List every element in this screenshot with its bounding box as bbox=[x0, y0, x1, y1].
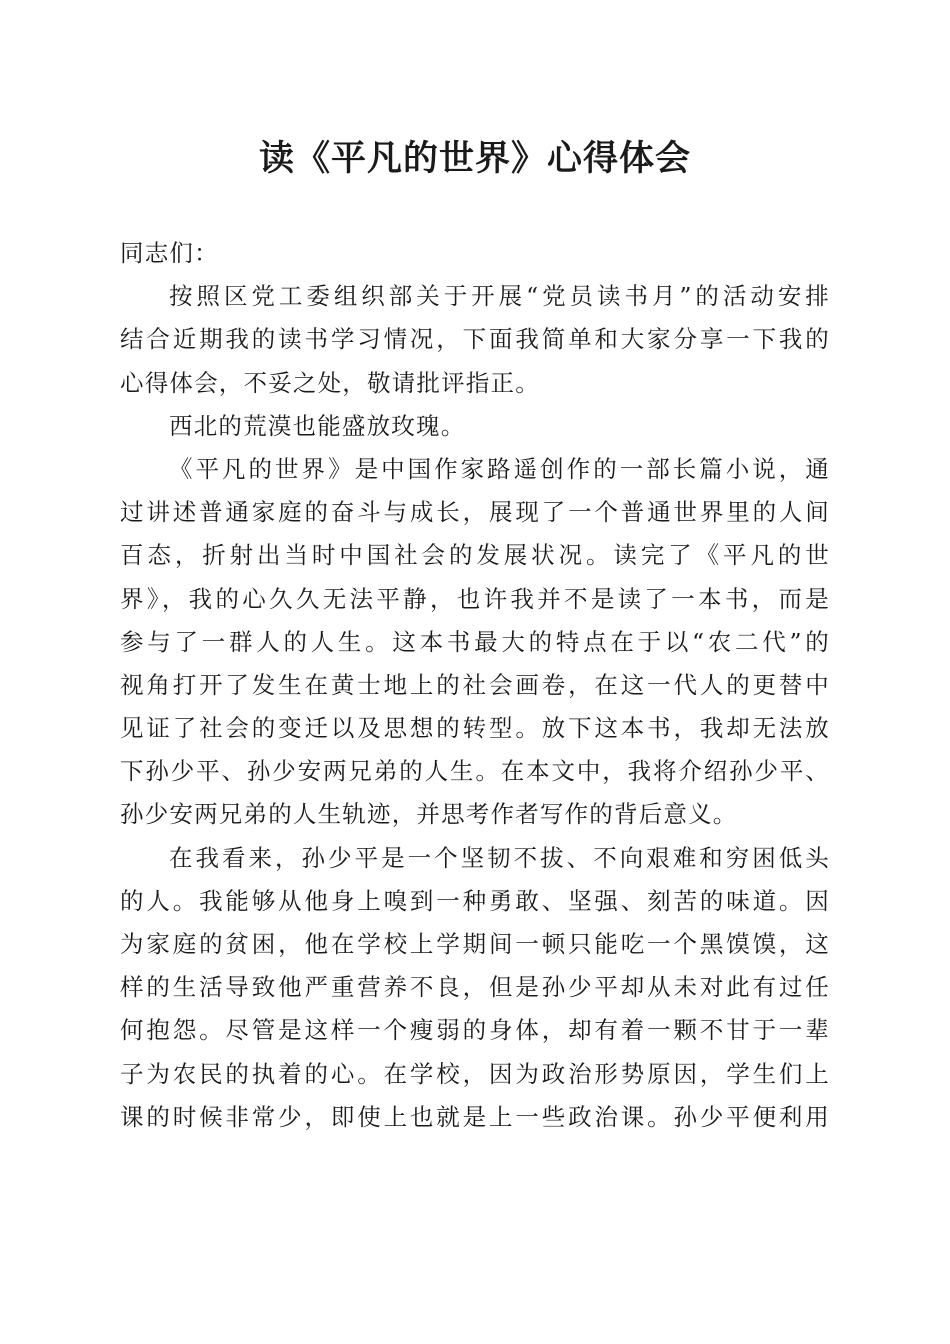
paragraph-line: 下孙少平、孙少安两兄弟的人生。在本文中，我将介绍孙少平、 bbox=[120, 757, 830, 786]
document-body bbox=[120, 232, 830, 1139]
salutation: 同志们： bbox=[120, 239, 219, 267]
paragraph-line: 何抱怨。尽管是这样一个瘦弱的身体，却有着一颗不甘于一辈 bbox=[120, 1016, 830, 1045]
paragraph-line: 结合近期我的读书学习情况，下面我简单和大家分享一下我的 bbox=[120, 325, 830, 354]
paragraph-line: 参与了一群人的人生。这本书最大的特点在于以“农二代”的 bbox=[120, 627, 830, 656]
paragraph-line: 在我看来，孙少平是一个坚韧不拔、不向艰难和穷困低头 bbox=[169, 843, 830, 872]
paragraph-line: 样的生活导致他严重营养不良，但是孙少平却从未对此有过任 bbox=[120, 973, 830, 1002]
paragraph-line: 界》，我的心久久无法平静，也许我并不是读了一本书，而是 bbox=[120, 584, 830, 613]
paragraph-line: 孙少安两兄弟的人生轨迹，并思考作者写作的背后意义。 bbox=[120, 800, 738, 829]
paragraph-line: 课的时候非常少，即使上也就是上一些政治课。孙少平便利用 bbox=[120, 1102, 830, 1131]
paragraph-line: 按照区党工委组织部关于开展“党员读书月”的活动安排 bbox=[169, 282, 830, 311]
paragraph-line: 为家庭的贫困，他在学校上学期间一顿只能吃一个黑馍馍，这 bbox=[120, 930, 830, 958]
paragraph-line: 《平凡的世界》是中国作家路遥创作的一部长篇小说，通 bbox=[169, 454, 830, 483]
paragraph-line: 心得体会，不妥之处，敬请批评指正。 bbox=[120, 368, 540, 397]
paragraph-line: 子为农民的执着的心。在学校，因为政治形势原因，学生们上 bbox=[120, 1059, 830, 1088]
paragraph-line: 西北的荒漠也能盛放玫瑰。 bbox=[169, 411, 466, 440]
paragraph-line: 百态，折射出当时中国社会的发展状况。读完了《平凡的世 bbox=[120, 541, 830, 570]
paragraph-line: 视角打开了发生在黄士地上的社会画卷，在这一代人的更替中 bbox=[120, 670, 830, 699]
paragraph-line: 的人。我能够从他身上嗅到一种勇敢、坚强、刻苦的味道。因 bbox=[120, 886, 830, 915]
paragraph-line: 过讲述普通家庭的奋斗与成长，展现了一个普通世界里的人间 bbox=[120, 498, 830, 527]
document-title: 读《平凡的世界》心得体会 bbox=[258, 138, 691, 179]
paragraph-line: 见证了社会的变迁以及思想的转型。放下这本书，我却无法放 bbox=[120, 714, 830, 743]
